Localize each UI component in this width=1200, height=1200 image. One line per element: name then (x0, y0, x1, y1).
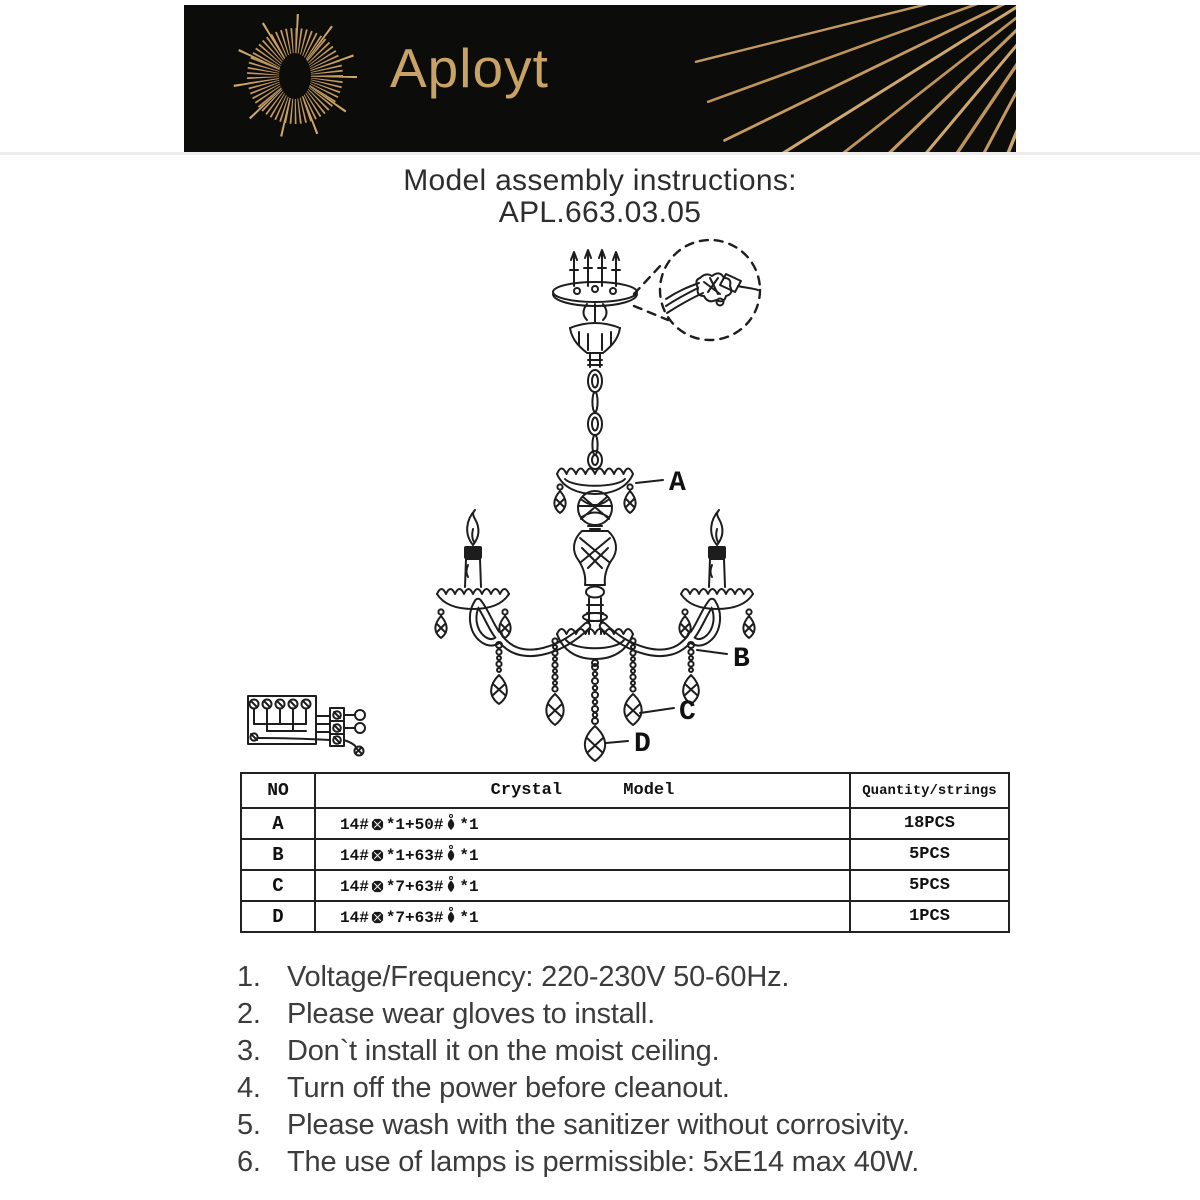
item-text: Voltage/Frequency: 220-230V 50-60Hz. (287, 961, 790, 993)
row-crystal-spec (315, 901, 850, 932)
crystal-spec-text: *1 (459, 908, 479, 927)
item-number: 4. (237, 1072, 261, 1104)
crystal-spec-text: 14# (340, 877, 369, 896)
teardrop-crystal-icon (445, 814, 457, 831)
brand-banner (184, 5, 1016, 152)
table-row (241, 870, 1009, 901)
brand-name: Aployt (390, 37, 549, 99)
row-letter: C (241, 870, 315, 901)
crystal-spec-text: *7+63# (385, 908, 444, 927)
teardrop-crystal-icon (445, 907, 457, 924)
item-number: 1. (237, 961, 261, 993)
label-d-leader (606, 741, 628, 743)
row-quantity: 18PCS (850, 808, 1009, 839)
bead-strands (546, 638, 641, 761)
wiring-diagram (248, 696, 365, 756)
teardrop-crystal-icon (445, 845, 457, 862)
label-b: B (733, 644, 750, 675)
table-row (241, 808, 1009, 839)
item-number: 5. (237, 1109, 261, 1141)
model-number: APL.663.03.05 (498, 196, 702, 229)
row-quantity: 5PCS (850, 870, 1009, 901)
crystal-spec-text: *1+63# (385, 846, 444, 865)
canopy (570, 323, 620, 367)
row-quantity: 5PCS (850, 839, 1009, 870)
crystal-spec-text: 14# (340, 815, 369, 834)
crystal-parts-table (240, 772, 1010, 933)
item-number: 6. (237, 1146, 261, 1178)
baluster-column (574, 531, 616, 634)
row-crystal-spec (315, 808, 850, 839)
crystal-spec-text: 14# (340, 908, 369, 927)
table-row (241, 839, 1009, 870)
item-text: Please wear gloves to install. (287, 998, 655, 1030)
row-quantity: 1PCS (850, 901, 1009, 932)
label-d: D (634, 729, 651, 760)
row-letter: D (241, 901, 315, 932)
row-letter: B (241, 839, 315, 870)
header-no: NO (241, 773, 315, 808)
list-item (237, 1144, 1007, 1181)
center-bowl (557, 629, 633, 666)
chandelier-diagram (230, 238, 1010, 772)
table-header-row (241, 773, 1009, 808)
label-b-leader (697, 650, 727, 654)
ceiling-mount (553, 250, 637, 322)
crystal-spec-text: *1 (459, 877, 479, 896)
candle-right (681, 510, 753, 609)
banner-separator (0, 152, 1200, 155)
sunburst-logo-icon (259, 40, 331, 112)
list-item (237, 959, 1007, 996)
octagon-bead-icon (371, 849, 384, 862)
octagon-bead-icon (371, 911, 384, 924)
crystal-spec-text: *1+50# (385, 815, 444, 834)
octagon-bead-icon (371, 880, 384, 893)
label-c: C (679, 697, 696, 728)
wire-detail-zoom (634, 240, 760, 340)
item-number: 2. (237, 998, 261, 1030)
item-text: Turn off the power before cleanout. (287, 1072, 730, 1104)
list-item (237, 996, 1007, 1033)
instruction-list (237, 959, 1007, 1181)
title-block (0, 165, 1200, 229)
item-number: 3. (237, 1035, 261, 1067)
row-crystal-spec (315, 870, 850, 901)
crystal-spec-text: 14# (340, 846, 369, 865)
teardrop-crystal-icon (445, 876, 457, 893)
page-title: Model assembly instructions: (403, 164, 797, 197)
row-letter: A (241, 808, 315, 839)
ray-fan-icon (696, 5, 1016, 152)
list-item (237, 1033, 1007, 1070)
table-row (241, 901, 1009, 932)
crystal-spec-text: *1 (459, 846, 479, 865)
label-a: A (669, 468, 686, 499)
label-a-leader (636, 480, 663, 483)
header-quantity: Quantity/strings (850, 773, 1009, 808)
header-crystal-model: Crystal Model (315, 773, 850, 808)
list-item (237, 1070, 1007, 1107)
item-text: Don`t install it on the moist ceiling. (287, 1035, 720, 1067)
octagon-bead-icon (371, 818, 384, 831)
item-text: Please wash with the sanitizer without corrosivity. (287, 1109, 910, 1141)
crystal-spec-text: *7+63# (385, 877, 444, 896)
item-text: The use of lamps is permissible: 5xE14 max 40W. (287, 1146, 920, 1178)
chain (588, 370, 602, 469)
candle-left (437, 510, 509, 609)
row-crystal-spec (315, 839, 850, 870)
list-item (237, 1107, 1007, 1144)
crystal-spec-text: *1 (459, 815, 479, 834)
label-c-leader (640, 708, 674, 713)
crystal-ball (578, 491, 612, 529)
